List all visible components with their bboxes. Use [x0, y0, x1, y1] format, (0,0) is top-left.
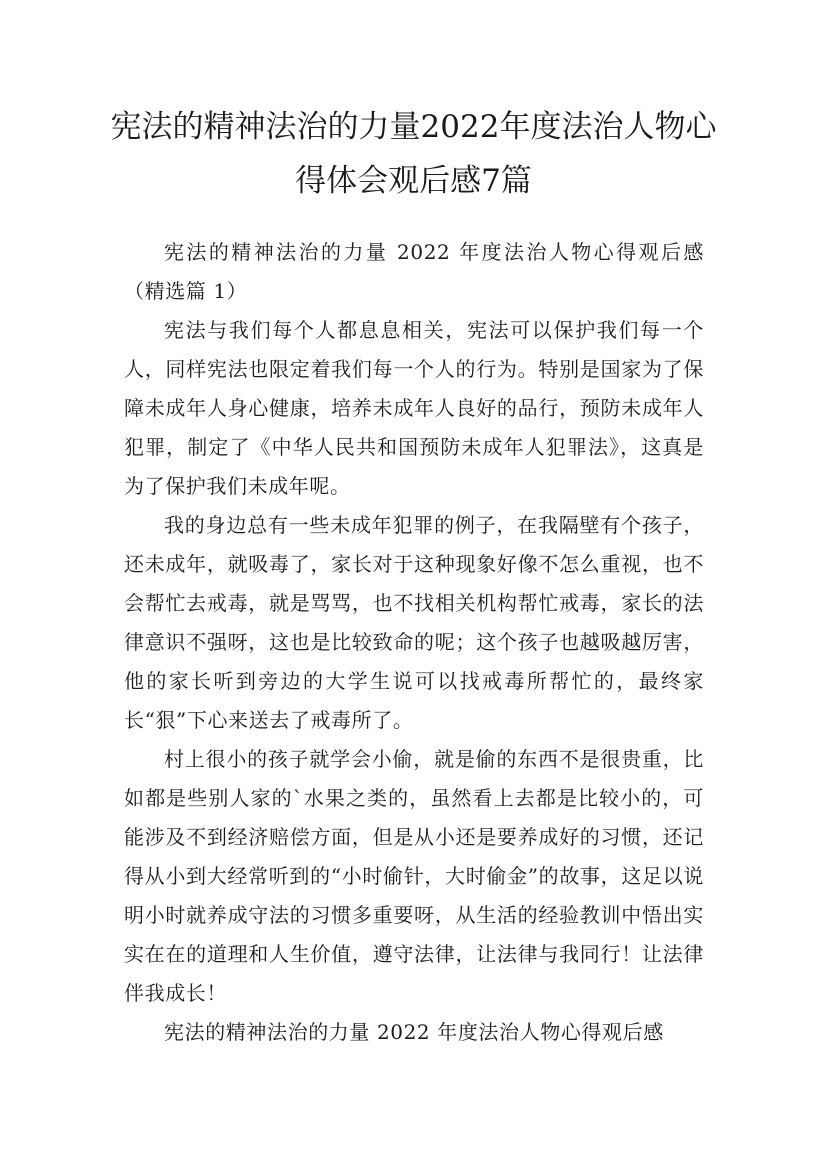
paragraph: 宪法与我们每个人都息息相关，宪法可以保护我们每一个人，同样宪法也限定着我们每一个人的行为。特别是国家为了保障未成年人身心健康，培养未成年人良好的品行，预防未成年人犯罪，制定了《中华人民共和国预防未成年人犯罪法》，这真是为了保护我们未成年呢。 — [124, 318, 704, 498]
paragraph: 我的身边总有一些未成年犯罪的例子，在我隔壁有个孩子，还未成年，就吸毒了，家长对于这种现象好像不怎么重视，也不会帮忙去戒毒，就是骂骂，也不找相关机构帮忙戒毒，家长的法律意识不强呀，这也是比较致命的呢；这个孩子也越吸越厉害，他的家长听到旁边的大学生说可以找戒毒所帮忙的，最终家长“狠”下心来送去了戒毒所了。 — [124, 513, 704, 732]
document-body — [124, 233, 704, 1052]
document-title: 宪法的精神法治的力量2022年度法治人物心得体会观后感7篇 — [110, 109, 717, 199]
paragraph: 村上很小的孩子就学会小偷，就是偷的东西不是很贵重，比如都是些别人家的`水果之类的，虽然看上去都是比较小的，可能涉及不到经济赔偿方面，但是从小还是要养成好的习惯，还记得从小到大经常听到的“小时偷针，大时偷金”的故事，这足以说明小时就养成守法的习惯多重要呀，从生活的经验教训中悟出实实在在的道理和人生价值，遵守法律，让法律与我同行！让法律伴我成长！ — [124, 747, 704, 1005]
section-heading: 宪法的精神法治的力量 2022 年度法治人物心得观后感（精选篇 1） — [124, 240, 704, 303]
section-heading: 宪法的精神法治的力量 2022 年度法治人物心得观后感 — [164, 1020, 664, 1044]
